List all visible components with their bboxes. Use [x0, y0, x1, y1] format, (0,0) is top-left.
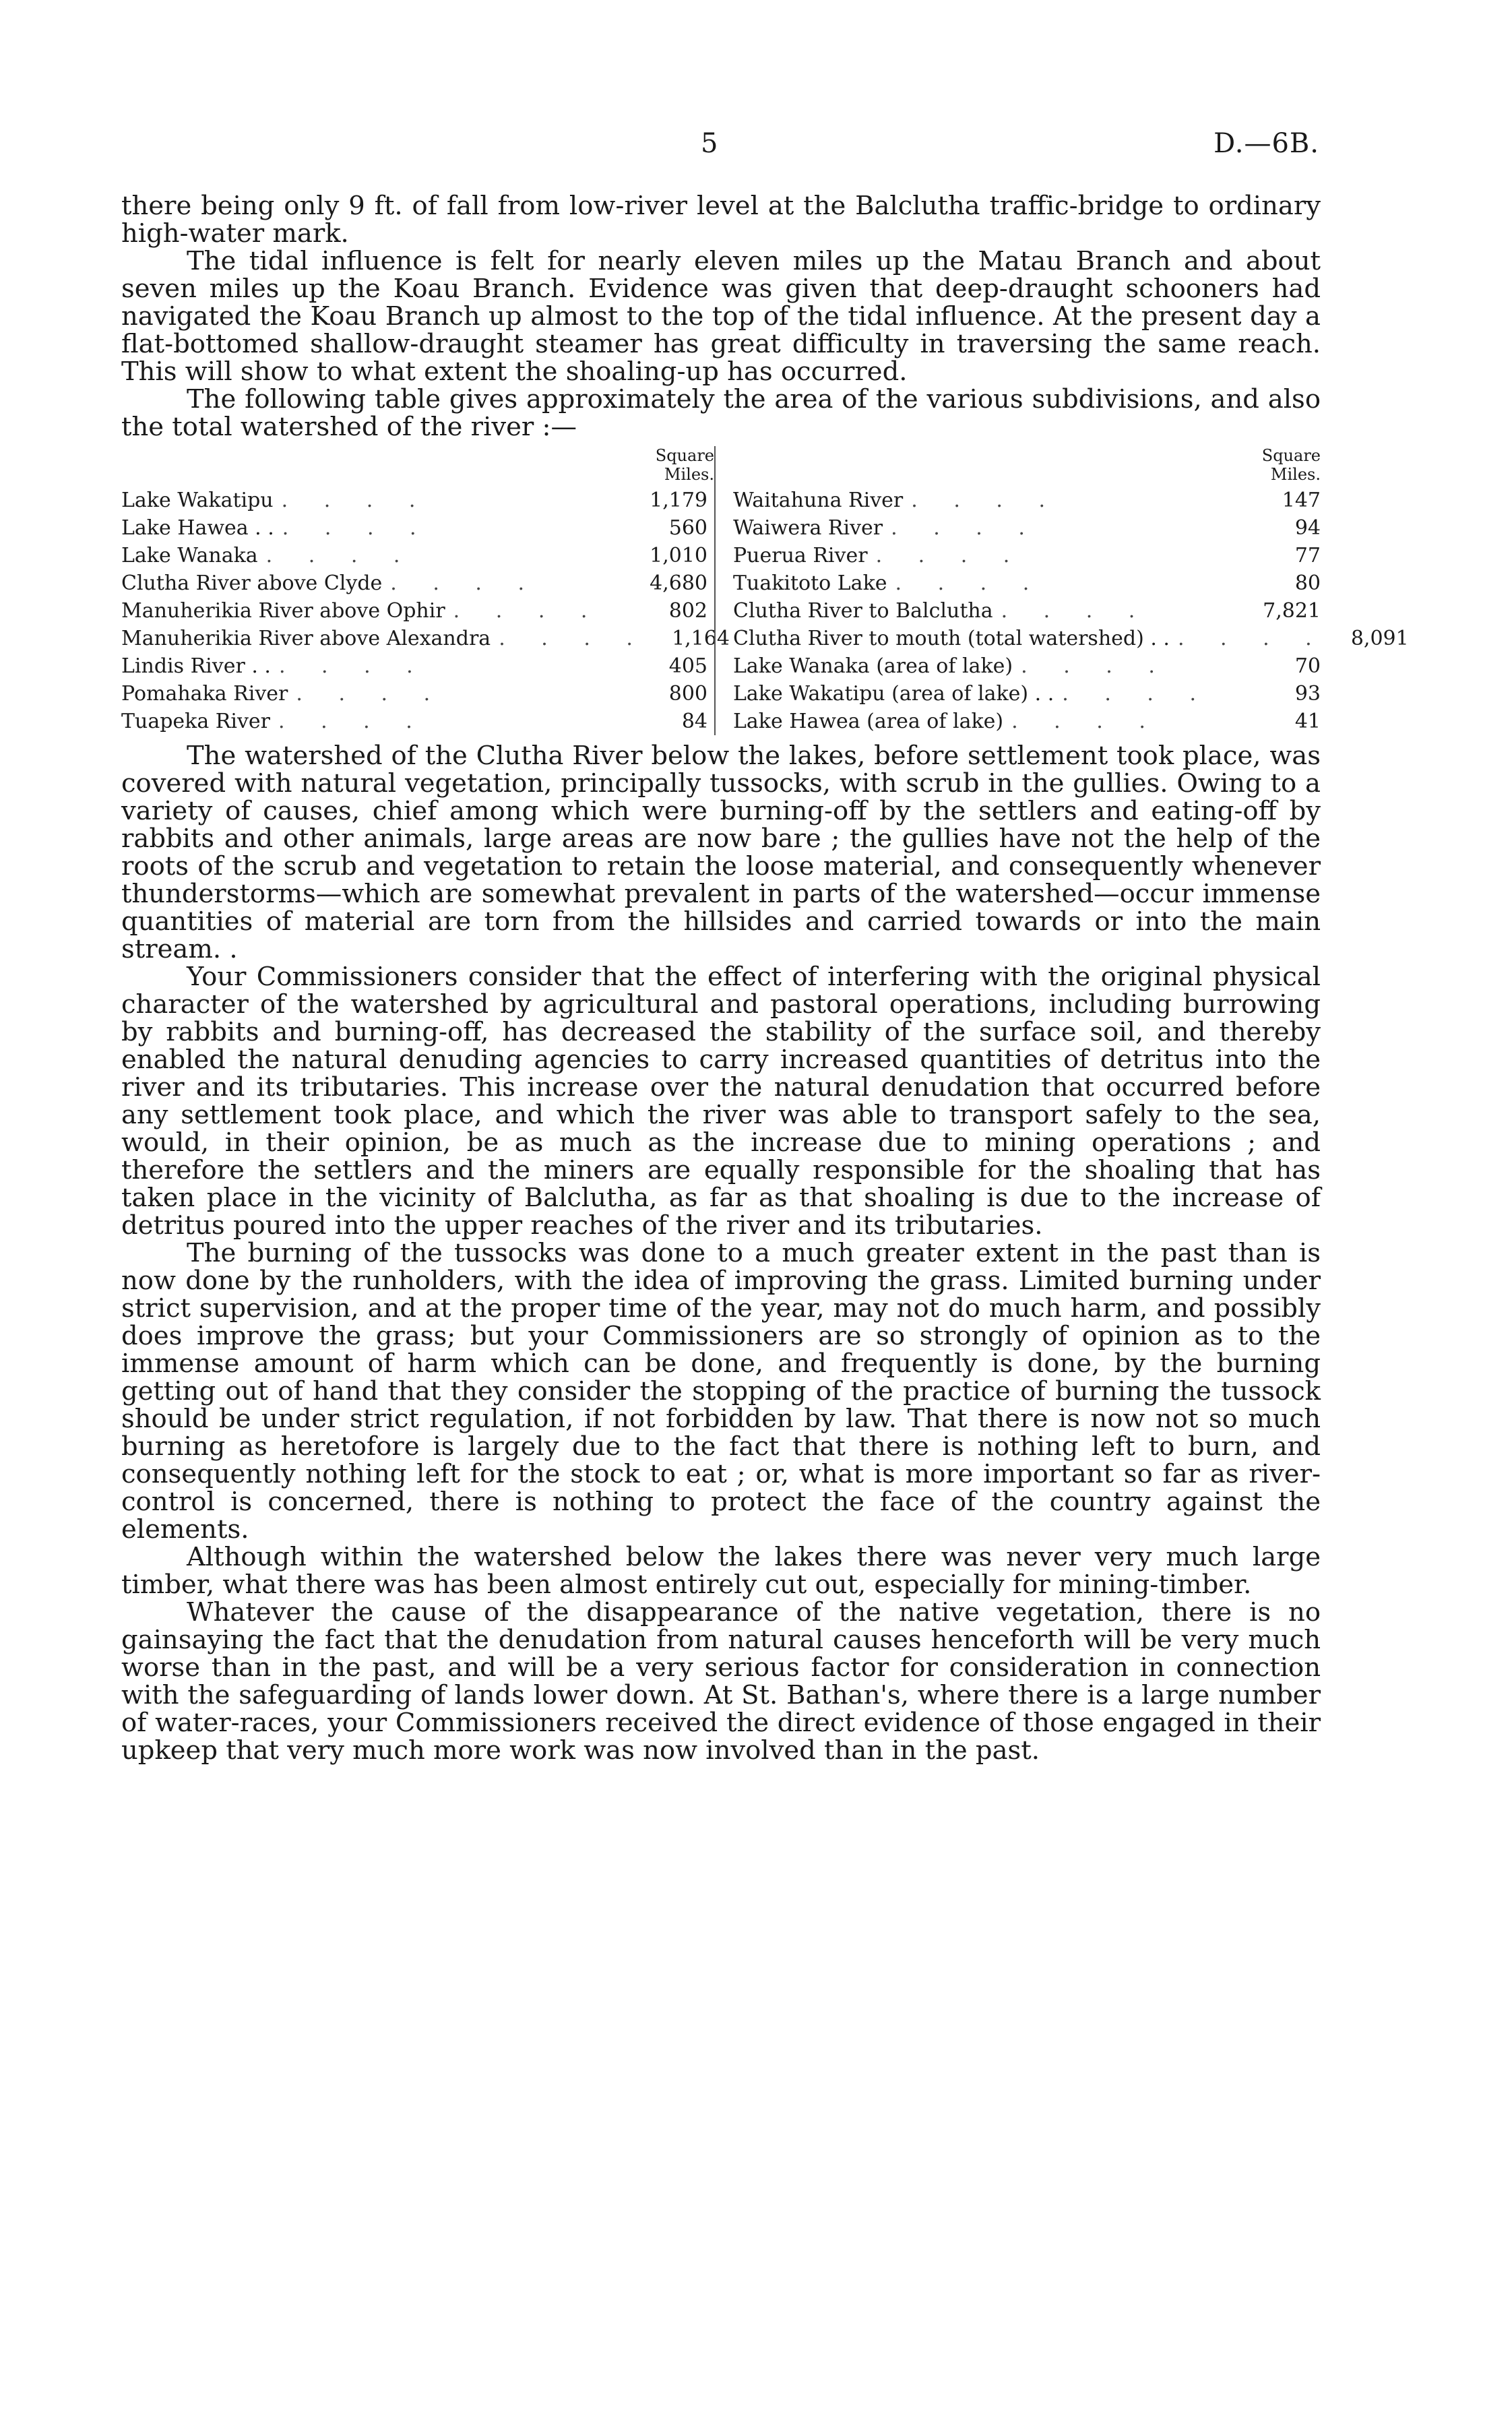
table-row: Lake Hawea (area of lake) . . . . 41 [733, 710, 1321, 733]
table-row: Manuherikia River above Alexandra . . . . 1,164 [121, 627, 730, 650]
table-row: Lake Wakatipu (area of lake) . . . . . . 93 [733, 682, 1321, 706]
unit-header: Square Miles. [1261, 446, 1321, 484]
table-row: Pomahaka River . . . . 800 [121, 682, 707, 706]
table-row: Puerua River . . . . 77 [733, 544, 1321, 567]
table-column-left [121, 446, 730, 735]
table-row: Clutha River above Clyde . . . . 4,680 [121, 571, 707, 595]
unit-header: Square Miles. [655, 446, 714, 484]
document-reference: D.—6B. [1214, 128, 1319, 159]
table-row: Manuherikia River above Ophir . . . . 802 [121, 599, 707, 623]
paragraph: The burning of the tussocks was done to a much greater extent in the past than is now done by the runholders, with the idea of improving the grass. Limited burning under strict supervision, and at the proper time of the year, may not do much harm, and possibly does improve the grass; but your Commissioners are so strongly of opinion as to the immense amount of harm which can be done, and frequently is done, by the burning getting out of hand that they consider the stopping of the practice of burning the tussock should be under strict regulation, if not forbidden by law. That there is now not so much burning as heretofore is largely due to the fact that there is nothing left to burn, and consequently nothing left for the stock to eat ; or, what is more important so far as river-control is concerned, there is nothing to protect the face of the country against the elements. [121, 1238, 1321, 1545]
page-header [0, 128, 1512, 168]
table-row: Waiwera River . . . . 94 [733, 516, 1321, 540]
table-row: Tuapeka River . . . . 84 [121, 710, 707, 733]
paragraph: The watershed of the Clutha River below the lakes, before settlement took place, was covered with natural vegetation, principally tussocks, with scrub in the gullies. Owing to a variety of causes, chief among which were burning-off by the settlers and eating-off by rabbits and other animals, large areas are now bare ; the gullies have not the help of the roots of the scrub and vegetation to retain the loose material, and consequently whenever thunderstorms—which are somewhat prevalent in parts of the watershed—occur immense quantities of material are torn from the hillsides and carried towards or into the main stream. . [121, 741, 1321, 964]
table-row: Lake Wanaka (area of lake) . . . . 70 [733, 654, 1321, 678]
paragraph: The following table gives approximately the area of the various subdivisions, and also the total watershed of the river :— [121, 384, 1321, 442]
body-text [121, 191, 1409, 1766]
table-row: Tuakitoto Lake . . . . 80 [733, 571, 1321, 595]
table-row: Clutha River to mouth (total watershed) . . . . . . 8,091 [733, 627, 1409, 650]
paragraph: Although within the watershed below the lakes there was never very much large timber, what there was has been almost entirely cut out, especially for mining-timber. [121, 1542, 1321, 1600]
watershed-area-table [121, 446, 1409, 735]
paragraph: Whatever the cause of the disappearance of the native vegetation, there is no gainsaying the fact that the denudation from natural causes henceforth will be very much worse than in the past, and will be a very serious factor for consideration in connection with the safeguarding of lands lower down. At St. Bathan's, where there is a large number of water-races, your Commissioners received the direct evidence of those engaged in their upkeep that very much more work was now involved than in the past. [121, 1597, 1321, 1766]
table-row: Waitahuna River . . . . 147 [733, 489, 1321, 512]
table-row: Clutha River to Balclutha . . . . 7,821 [733, 599, 1321, 623]
paragraph: there being only 9 ft. of fall from low-river level at the Balclutha traffic-bridge to ordinary high-water mark. [121, 191, 1321, 249]
table-row: Lindis River . . . . . . 405 [121, 654, 707, 678]
page-number: 5 [701, 128, 718, 159]
table-row: Lake Hawea . . . . . . 560 [121, 516, 707, 540]
table-column-right [714, 446, 1409, 735]
table-row: Lake Wakatipu . . . . 1,179 [121, 489, 707, 512]
paragraph: The tidal influence is felt for nearly eleven miles up the Matau Branch and about seven miles up the Koau Branch. Evidence was given that deep-draught schooners had navigated the Koau Branch up almost to the top of the tidal influence. At the present day a flat-bottomed shallow-draught steamer has great difficulty in traversing the same reach. This will show to what extent the shoaling-up has occurred. [121, 246, 1321, 387]
table-row: Lake Wanaka . . . . 1,010 [121, 544, 707, 567]
paragraph: Your Commissioners consider that the effect of interfering with the original physical character of the watershed by agricultural and pastoral operations, including burrowing by rabbits and burning-off, has decreased the stability of the surface soil, and thereby enabled the natural denuding agencies to carry increased quantities of detritus into the river and its tributaries. This increase over the natural denudation that occurred before any settlement took place, and which the river was able to transport safely to the sea, would, in their opinion, be as much as the increase due to mining operations ; and therefore the settlers and the miners are equally responsible for the shoaling that has taken place in the vicinity of Balclutha, as far as that shoaling is due to the increase of detritus poured into the upper reaches of the river and its tributaries. [121, 962, 1321, 1241]
